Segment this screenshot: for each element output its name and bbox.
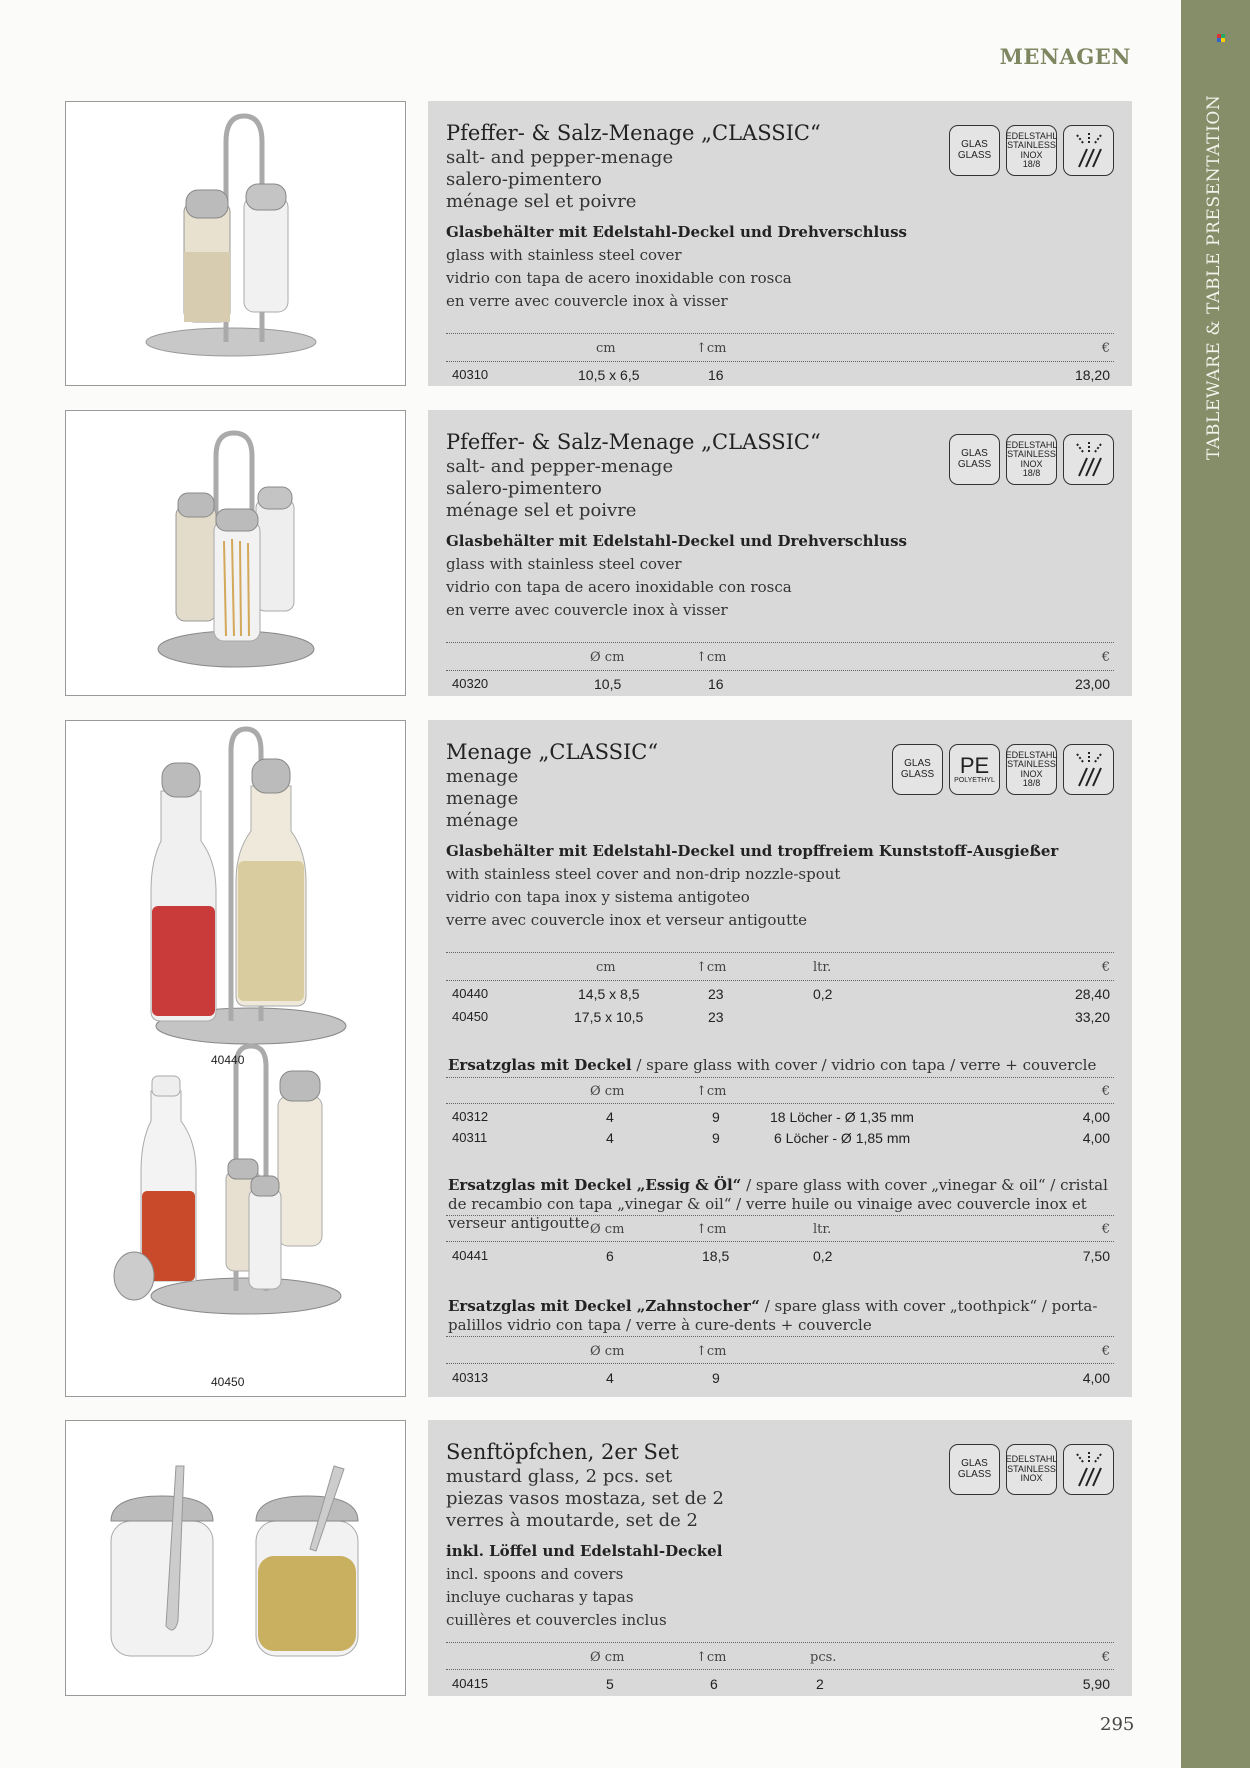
product-title: Menage „CLASSIC“ bbox=[446, 740, 659, 764]
description-en: glass with stainless steel cover bbox=[446, 555, 682, 573]
page-number: 295 bbox=[1100, 1714, 1135, 1735]
product-subtitle-fr: ménage bbox=[446, 810, 519, 831]
price-value: 4,00 bbox=[1082, 1370, 1110, 1386]
dishwasher-safe-icon bbox=[1063, 1444, 1114, 1495]
header-dimension: Ø cm bbox=[590, 1344, 625, 1359]
header-currency: € bbox=[1101, 341, 1110, 356]
salt-pepper-toothpick-menage-image bbox=[66, 411, 407, 697]
description-es: incluye cucharas y tapas bbox=[446, 1588, 634, 1606]
material-badges bbox=[949, 434, 1114, 485]
product-photo-menage-classic bbox=[65, 720, 406, 1397]
description-fr: en verre avec couvercle inox à visser bbox=[446, 292, 728, 310]
stainless-steel-badge: EDELSTAHL STAINLESS INOX 18/8 bbox=[1006, 434, 1057, 485]
product-subtitle-en: salt- and pepper-menage bbox=[446, 456, 674, 477]
glass-badge: GLAS GLASS bbox=[949, 125, 1000, 176]
arrow-up-icon: ↑ bbox=[696, 1222, 707, 1237]
header-volume: ltr. bbox=[813, 1222, 832, 1237]
product-description bbox=[446, 840, 1058, 932]
description-en: incl. spoons and covers bbox=[446, 1565, 624, 1583]
photo-caption: 40450 bbox=[211, 1375, 245, 1389]
table-divider bbox=[446, 1336, 1114, 1337]
header-height: ↑cm bbox=[696, 341, 727, 356]
product-subtitle-fr: ménage sel et poivre bbox=[446, 191, 637, 212]
description-fr: cuillères et couvercles inclus bbox=[446, 1611, 667, 1629]
table-divider bbox=[446, 1077, 1114, 1078]
header-height: ↑cm bbox=[696, 650, 727, 665]
price-value: 28,40 bbox=[1074, 986, 1110, 1002]
height-value: 9 bbox=[712, 1130, 720, 1146]
spare-glass-heading: Ersatzglas mit Deckel / spare glass with cover / vidrio con tapa / verre + couvercle bbox=[448, 1056, 1097, 1074]
description-de: inkl. Löffel und Edelstahl-Deckel bbox=[446, 1542, 723, 1560]
product-description bbox=[446, 1540, 722, 1632]
price-value: 5,90 bbox=[1082, 1676, 1110, 1692]
table-divider bbox=[446, 333, 1114, 334]
table-divider bbox=[446, 670, 1114, 671]
arrow-up-icon: ↑ bbox=[696, 650, 707, 665]
table-divider bbox=[446, 361, 1114, 362]
product-title: Senftöpfchen, 2er Set bbox=[446, 1440, 679, 1464]
arrow-up-icon: ↑ bbox=[696, 341, 707, 356]
table-divider bbox=[446, 1669, 1114, 1670]
arrow-up-icon: ↑ bbox=[696, 1344, 707, 1359]
material-badges bbox=[949, 1444, 1114, 1495]
product-photo-40415 bbox=[65, 1420, 406, 1696]
height-value: 9 bbox=[712, 1370, 720, 1386]
dishwasher-safe-icon bbox=[1063, 744, 1114, 795]
product-panel-menage-classic bbox=[428, 720, 1132, 1397]
description-en: glass with stainless steel cover bbox=[446, 246, 682, 264]
description-es: vidrio con tapa de acero inoxidable con rosca bbox=[446, 269, 792, 287]
header-dimension: Ø cm bbox=[590, 1650, 625, 1665]
header-dimension: Ø cm bbox=[590, 1084, 625, 1099]
description-de: Glasbehälter mit Edelstahl-Deckel und Drehverschluss bbox=[446, 532, 907, 550]
material-badges bbox=[949, 125, 1114, 176]
height-value: 23 bbox=[708, 986, 724, 1002]
header-currency: € bbox=[1101, 1344, 1110, 1359]
volume-value: 0,2 bbox=[813, 986, 833, 1002]
table-divider bbox=[446, 980, 1114, 981]
height-value: 18,5 bbox=[702, 1248, 730, 1264]
mustard-glasses-image bbox=[66, 1421, 407, 1697]
table-divider bbox=[446, 1241, 1114, 1242]
product-panel-40320 bbox=[428, 410, 1132, 696]
header-height: ↑cm bbox=[696, 960, 727, 975]
dishwasher-safe-icon bbox=[1063, 125, 1114, 176]
glass-badge: GLAS GLASS bbox=[949, 1444, 1000, 1495]
dimension-value: 10,5 x 6,5 bbox=[578, 367, 640, 383]
product-subtitle-es: salero-pimentero bbox=[446, 478, 602, 499]
header-height: ↑cm bbox=[696, 1222, 727, 1237]
header-dimension: cm bbox=[596, 960, 616, 975]
height-value: 23 bbox=[708, 1009, 724, 1025]
glass-badge: GLAS GLASS bbox=[892, 744, 943, 795]
header-quantity: pcs. bbox=[810, 1650, 837, 1665]
material-badges bbox=[892, 744, 1114, 795]
dimension-value: 10,5 bbox=[594, 676, 622, 692]
product-subtitle-en: menage bbox=[446, 766, 519, 787]
glass-badge: GLAS GLASS bbox=[949, 434, 1000, 485]
arrow-up-icon: ↑ bbox=[696, 1084, 707, 1099]
product-subtitle-es: salero-pimentero bbox=[446, 169, 602, 190]
product-panel-40415 bbox=[428, 1420, 1132, 1696]
table-divider bbox=[446, 1215, 1114, 1216]
article-number: 40310 bbox=[452, 367, 489, 382]
article-number: 40441 bbox=[452, 1248, 489, 1263]
product-subtitle-fr: verres à moutarde, set de 2 bbox=[446, 1510, 698, 1531]
quantity-value: 2 bbox=[816, 1676, 824, 1692]
salt-pepper-menage-image bbox=[66, 102, 407, 387]
stainless-steel-badge: EDELSTAHL STAINLESS INOX bbox=[1006, 1444, 1057, 1495]
spare-glass-heading: Ersatzglas mit Deckel „Essig & Öl“ / spare glass with cover „vinegar & oil“ / cristal de recambio con tapa „vinegar & oil“ / verre huile ou vinaige avec couvercle inox et verseur antigoutte bbox=[448, 1176, 1108, 1232]
height-value: 16 bbox=[708, 676, 724, 692]
product-description bbox=[446, 221, 907, 313]
article-number: 40311 bbox=[452, 1130, 488, 1145]
height-value: 6 bbox=[710, 1676, 718, 1692]
holes-note: 18 Löcher - Ø 1,35 mm bbox=[770, 1109, 914, 1125]
header-dimension: Ø cm bbox=[590, 650, 625, 665]
product-panel-40310 bbox=[428, 101, 1132, 386]
product-subtitle-en: mustard glass, 2 pcs. set bbox=[446, 1466, 673, 1487]
product-title: Pfeffer- & Salz-Menage „CLASSIC“ bbox=[446, 121, 821, 145]
description-en: with stainless steel cover and non-drip nozzle-spout bbox=[446, 865, 841, 883]
product-title: Pfeffer- & Salz-Menage „CLASSIC“ bbox=[446, 430, 821, 454]
description-fr: verre avec couvercle inox et verseur antigoutte bbox=[446, 911, 807, 929]
product-subtitle-es: menage bbox=[446, 788, 519, 809]
description-fr: en verre avec couvercle inox à visser bbox=[446, 601, 728, 619]
photo-caption: 40440 bbox=[211, 1053, 245, 1067]
dishwasher-safe-icon bbox=[1063, 434, 1114, 485]
table-divider bbox=[446, 1363, 1114, 1364]
header-dimension: cm bbox=[596, 341, 616, 356]
dimension-value: 14,5 x 8,5 bbox=[578, 986, 640, 1002]
article-number: 40312 bbox=[452, 1109, 489, 1124]
table-divider bbox=[446, 1103, 1114, 1104]
spare-glass-heading: Ersatzglas mit Deckel „Zahnstocher“ / spare glass with cover „toothpick“ / porta-palillos vidrio con tapa / verre à cure-dents + couvercle bbox=[448, 1297, 1098, 1334]
article-number: 40440 bbox=[452, 986, 489, 1001]
dimension-value: 4 bbox=[606, 1109, 614, 1125]
description-es: vidrio con tapa de acero inoxidable con rosca bbox=[446, 578, 792, 596]
table-divider bbox=[446, 642, 1114, 643]
table-divider bbox=[446, 1642, 1114, 1643]
dimension-value: 6 bbox=[606, 1248, 614, 1264]
arrow-up-icon: ↑ bbox=[696, 960, 707, 975]
article-number: 40313 bbox=[452, 1370, 489, 1385]
header-currency: € bbox=[1101, 1650, 1110, 1665]
price-value: 18,20 bbox=[1074, 367, 1110, 383]
header-currency: € bbox=[1101, 1084, 1110, 1099]
dimension-value: 5 bbox=[606, 1676, 614, 1692]
side-label: TABLEWARE & TABLE PRESENTATION bbox=[1204, 94, 1224, 460]
polyethylene-badge: PE POLYETHYL bbox=[949, 744, 1000, 795]
header-dimension: Ø cm bbox=[590, 1222, 625, 1237]
header-height: ↑cm bbox=[696, 1650, 727, 1665]
dimension-value: 17,5 x 10,5 bbox=[574, 1009, 644, 1025]
header-height: ↑cm bbox=[696, 1084, 727, 1099]
product-photo-40310 bbox=[65, 101, 406, 386]
holes-note: 6 Löcher - Ø 1,85 mm bbox=[774, 1130, 911, 1146]
dimension-value: 4 bbox=[606, 1370, 614, 1386]
header-volume: ltr. bbox=[813, 960, 832, 975]
article-number: 40415 bbox=[452, 1676, 489, 1691]
header-currency: € bbox=[1101, 1222, 1110, 1237]
stainless-steel-badge: EDELSTAHL STAINLESS INOX 18/8 bbox=[1006, 125, 1057, 176]
product-photo-40320 bbox=[65, 410, 406, 696]
article-number: 40450 bbox=[452, 1009, 489, 1024]
price-value: 4,00 bbox=[1082, 1130, 1110, 1146]
table-divider bbox=[446, 952, 1114, 953]
product-subtitle-en: salt- and pepper-menage bbox=[446, 147, 674, 168]
dimension-value: 4 bbox=[606, 1130, 614, 1146]
registration-mark-icon bbox=[1217, 34, 1225, 42]
volume-value: 0,2 bbox=[813, 1248, 833, 1264]
price-value: 4,00 bbox=[1082, 1109, 1110, 1125]
price-value: 7,50 bbox=[1082, 1248, 1110, 1264]
height-value: 9 bbox=[712, 1109, 720, 1125]
product-subtitle-fr: ménage sel et poivre bbox=[446, 500, 637, 521]
product-subtitle-es: piezas vasos mostaza, set de 2 bbox=[446, 1488, 724, 1509]
description-es: vidrio con tapa inox y sistema antigoteo bbox=[446, 888, 750, 906]
arrow-up-icon: ↑ bbox=[696, 1650, 707, 1665]
description-de: Glasbehälter mit Edelstahl-Deckel und tropffreiem Kunststoff-Ausgießer bbox=[446, 842, 1059, 860]
section-title: MENAGEN bbox=[999, 44, 1131, 69]
header-height: ↑cm bbox=[696, 1344, 727, 1359]
article-number: 40320 bbox=[452, 676, 489, 691]
stainless-steel-badge: EDELSTAHL STAINLESS INOX 18/8 bbox=[1006, 744, 1057, 795]
product-description bbox=[446, 530, 907, 622]
height-value: 16 bbox=[708, 367, 724, 383]
price-value: 23,00 bbox=[1074, 676, 1110, 692]
header-currency: € bbox=[1101, 650, 1110, 665]
description-de: Glasbehälter mit Edelstahl-Deckel und Drehverschluss bbox=[446, 223, 907, 241]
header-currency: € bbox=[1101, 960, 1110, 975]
price-value: 33,20 bbox=[1074, 1009, 1110, 1025]
